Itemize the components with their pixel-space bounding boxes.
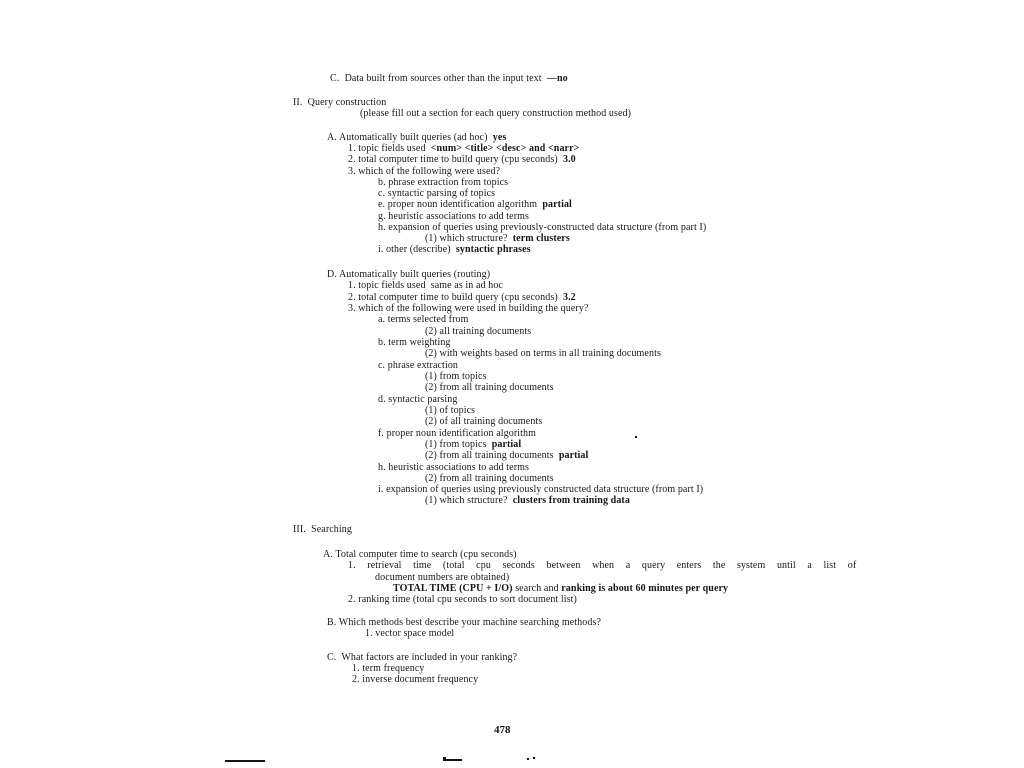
question-text: e. proper noun identification algorithm [378,199,543,210]
document-line [348,292,576,303]
question-text: 1. topic fields used same as in ad hoc [348,280,503,291]
answer-text: TOTAL TIME (CPU + I/O) [393,583,516,594]
question-text: (1) which structure? [425,495,513,506]
question-text: (1) of topics [425,405,476,416]
document-line [425,233,570,244]
document-line [375,572,509,583]
answer-text: 3.2 [562,292,576,303]
question-text: d. syntactic parsing [378,394,458,405]
answer-text: 3.0 [562,154,576,165]
answer-text: partial [558,450,589,461]
document-line [327,617,601,628]
document-line [348,166,500,177]
answer-text: clusters from training data [512,495,630,506]
question-text: 2. total computer time to build query (cpu seconds) [348,154,563,165]
question-text: b. phrase extraction from topics [378,177,509,188]
document-line [348,303,588,314]
page-number: 478 [494,724,511,736]
scan-artifact-blob [443,757,446,761]
document-line [330,73,568,84]
document-line [378,244,531,255]
question-text: i. other (describe) [378,244,456,255]
document-line [378,462,529,473]
answer-text: yes [492,132,507,143]
question-text: h. heuristic associations to add terms [378,462,529,473]
question-text: (2) from all training documents [425,450,559,461]
question-text: a. terms selected from [378,314,469,325]
scan-artifact-dot-1 [527,758,529,760]
document-line [378,394,457,405]
document-line [348,560,856,571]
document-line [425,348,661,359]
document-line [348,594,577,605]
document-line [348,280,503,291]
question-text: B. Which methods best describe your machine searching methods? [327,617,601,628]
answer-text: <num> <title> <desc> and <narr> [430,143,580,154]
document-line [360,108,631,119]
question-text: c. phrase extraction [378,360,459,371]
document-line [293,97,386,108]
document-line [425,450,588,461]
document-line [378,428,536,439]
document-line [327,132,506,143]
scan-artifact-dot-2 [533,757,535,759]
question-text: search and [515,583,562,594]
question-text: (2) with weights based on terms in all training documents [425,348,661,359]
question-text: 2. ranking time (total cpu seconds to sort document list) [348,594,577,605]
document-line [378,199,572,210]
answer-text: term clusters [512,233,570,244]
question-text: f. proper noun identification algorithm [378,428,537,439]
document-line [378,222,706,233]
question-text: c. syntactic parsing of topics [378,188,496,199]
document-line [352,674,478,685]
document-line [323,549,517,560]
document-line [425,382,554,393]
question-text: (please fill out a section for each query construction method used) [360,108,632,119]
document-line [378,211,529,222]
document-line [378,360,458,371]
document-line [378,314,469,325]
question-text: (2) all training documents [425,326,532,337]
question-text: (2) of all training documents [425,416,543,427]
document-line [425,371,487,382]
answer-text: —no [546,73,568,84]
question-text: C. Data built from sources other than the input text [330,73,547,84]
document-line [393,583,728,594]
question-text: h. expansion of queries using previously-constructed data structure (from part I) [378,222,707,233]
document-line [378,484,703,495]
answer-text: syntactic phrases [455,244,531,255]
question-text: 3. which of the following were used? [348,166,501,177]
document-line [293,524,352,535]
question-text: A. Total computer time to search (cpu seconds) [323,549,517,560]
scan-artifact-underline-left [225,760,265,762]
document-line [327,652,517,663]
question-text: 2. total computer time to build query (cpu seconds) [348,292,563,303]
document-line [378,188,495,199]
document-line [348,154,576,165]
question-text: (2) from all training documents [425,473,554,484]
answer-text: partial [542,199,572,210]
document-line [425,495,630,506]
document-line [425,416,542,427]
question-text: (1) from topics [425,371,487,382]
question-text: b. term weighting [378,337,451,348]
question-text: 3. which of the following were used in building the query? [348,303,589,314]
question-text: i. expansion of queries using previously constructed data structure (from part I) [378,484,704,495]
document-line [378,337,451,348]
question-text: III. Searching [293,524,352,535]
question-text: II. Query construction [293,97,387,108]
document-line [365,628,454,639]
document-line [378,177,508,188]
question-text: D. Automatically built queries (routing) [327,269,491,280]
question-text: 1. retrieval time (total cpu seconds between when a query enters the system until a list of [348,560,857,571]
answer-text: ranking is about 60 minutes per query [561,583,729,594]
question-text: A. Automatically built queries (ad hoc) [327,132,493,143]
question-text: (2) from all training documents [425,382,554,393]
question-text: (1) from topics [425,439,492,450]
stray-ink-dot [635,436,637,438]
document-line [425,473,554,484]
answer-text: partial [491,439,522,450]
question-text: 1. vector space model [365,628,455,639]
question-text: 2. inverse document frequency [352,674,479,685]
question-text: 1. term frequency [352,663,425,674]
question-text: (1) which structure? [425,233,513,244]
question-text: 1. topic fields used [348,143,431,154]
document-line [425,439,521,450]
document-line [425,326,531,337]
document-line [352,663,425,674]
document-line [327,269,490,280]
question-text: C. What factors are included in your ranking? [327,652,518,663]
document-line [348,143,579,154]
document-line [425,405,475,416]
question-text: document numbers are obtained) [375,572,510,583]
question-text: g. heuristic associations to add terms [378,211,529,222]
